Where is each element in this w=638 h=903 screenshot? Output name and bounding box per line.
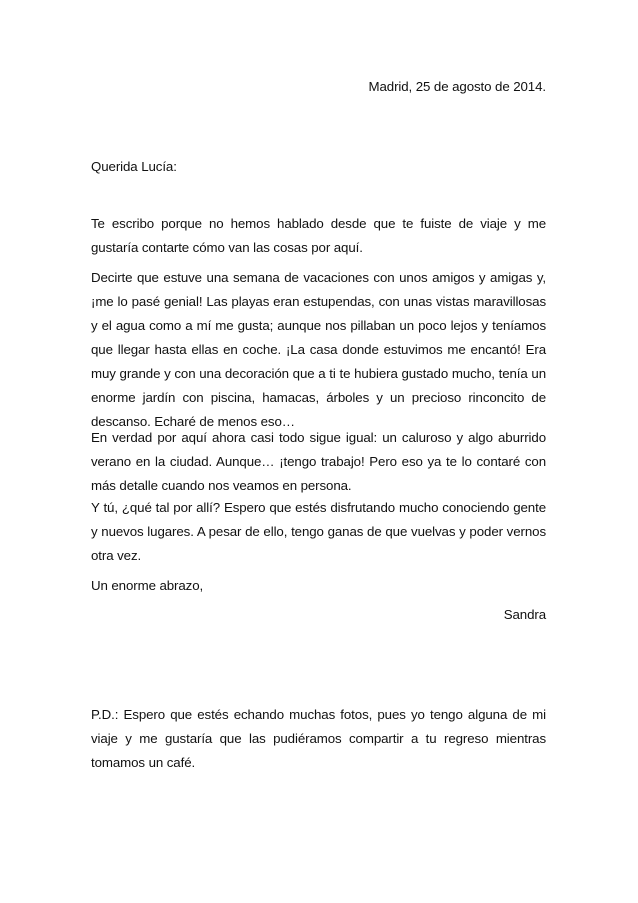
letter-paragraph: Te escribo porque no hemos hablado desde que te fuiste de viaje y me gustaría contarte cómo van las cosas por aquí. bbox=[91, 216, 546, 255]
letter-paragraph: En verdad por aquí ahora casi todo sigue igual: un caluroso y algo aburrido verano en la ciudad. Aunque… ¡tengo trabajo! Pero eso ya te lo contaré con más detalle cuando nos veamos en persona. bbox=[91, 430, 546, 493]
letter-paragraph: Decirte que estuve una semana de vacaciones con unos amigos y amigas y, ¡me lo pasé genial! Las playas eran estupendas, con unas vistas maravillosas y el agua como a mí me gusta; aunque nos pillaban un poco lejos y teníamos que llegar hasta ellas en coche. ¡La casa donde estuvimos me encantó! Era muy grande y con una decoración que a ti te hubiera gustado mucho, tenía un enorme jardín con piscina, hamacas, árboles y un precioso rinconcito de descanso. Echaré de menos eso… bbox=[91, 270, 546, 429]
letter-postscript: P.D.: Espero que estés echando muchas fotos, pues yo tengo alguna de mi viaje y me gustaría que las pudiéramos compartir a tu regreso mientras tomamos un café. bbox=[91, 707, 546, 770]
letter-paragraph: Y tú, ¿qué tal por allí? Espero que estés disfrutando mucho conociendo gente y nuevos lugares. A pesar de ello, tengo ganas de que vuelvas y poder vernos otra vez. bbox=[91, 500, 546, 563]
letter-signature: Sandra bbox=[503, 607, 546, 622]
letter-greeting: Querida Lucía: bbox=[91, 159, 177, 174]
letter-closing: Un enorme abrazo, bbox=[91, 578, 204, 593]
letter-date: Madrid, 25 de agosto de 2014. bbox=[368, 79, 546, 94]
